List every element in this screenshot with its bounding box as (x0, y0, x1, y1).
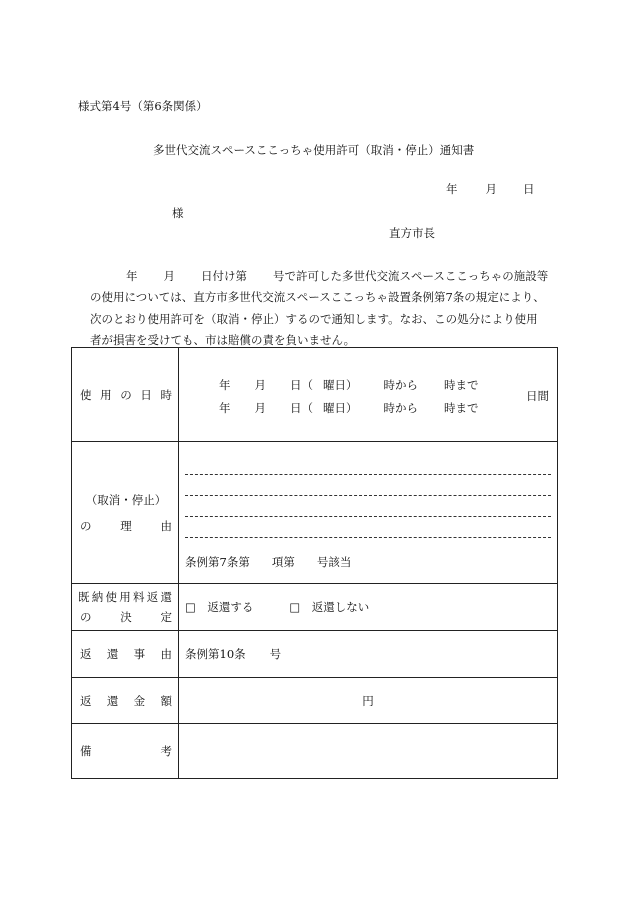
refund-no-checkbox[interactable]: □ 返還しない (289, 600, 370, 614)
label-refund-decision: 既 納 使 用 料 返 還 の 決 定 (72, 584, 179, 631)
date-year: 年 (446, 182, 458, 196)
refund-amount-field[interactable] (179, 678, 558, 724)
body-line-3: 次のとおり使用許可を（取消・停止）するので通知します。なお、この処分により使用 (90, 311, 538, 326)
row-refund-amount (72, 678, 558, 724)
reason-line-1 (185, 474, 551, 475)
date-day: 日 (523, 182, 535, 196)
label-usage-datetime: 使 用 の 日 時 (72, 348, 179, 442)
reason-field[interactable] (179, 442, 558, 584)
datetime-row-1: 年 月 日（ 曜日） 時から 時まで (219, 378, 479, 392)
refund-amount-unit: 円 (362, 693, 374, 708)
row-reason (72, 442, 558, 584)
date-month: 月 (485, 182, 497, 196)
issue-date (446, 181, 535, 197)
label-refund-amount: 返 還 金 額 (72, 678, 179, 724)
row-remarks (72, 724, 558, 779)
reason-line-4 (185, 537, 551, 538)
refund-yes-checkbox[interactable]: □ 返還する (185, 600, 254, 614)
datetime-row-2: 年 月 日（ 曜日） 時から 時まで (219, 401, 479, 415)
issuer: 直方市長 (389, 226, 435, 240)
body-line-2: の使用については、直方市多世代交流スペースここっちゃ設置条例第7条の規定により、 (90, 290, 545, 305)
datetime-total-days: 日間 (526, 389, 549, 403)
body-line-1: 年 月 日付け第 号で許可した多世代交流スペースここっちゃの施設等 (126, 269, 549, 283)
row-refund-reason (72, 631, 558, 678)
reason-line-3 (185, 516, 551, 517)
label-remarks: 備 考 (72, 724, 179, 779)
row-usage-datetime (72, 348, 558, 442)
notice-table (71, 347, 558, 779)
reason-line-2 (185, 495, 551, 496)
refund-decision-field (179, 584, 558, 631)
body-line-4: 者が損害を受けても、市は賠償の責を負いません。 (90, 332, 356, 347)
document-title: 多世代交流スペースここっちゃ使用許可（取消・停止）通知書 (153, 143, 475, 157)
addressee-honorific: 様 (172, 206, 184, 220)
usage-datetime-field[interactable] (179, 348, 558, 442)
notice-body (90, 266, 565, 351)
refund-reason-field[interactable]: 条例第10条 号 (179, 631, 558, 678)
label-refund-reason: 返 還 事 由 (72, 631, 179, 678)
remarks-field[interactable] (179, 724, 558, 779)
label-reason: （取消・停止） の 理 由 (72, 442, 179, 584)
row-refund-decision (72, 584, 558, 631)
reason-article-reference: 条例第7条第 項第 号該当 (185, 555, 352, 569)
form-number: 様式第4号（第6条関係） (78, 99, 208, 113)
